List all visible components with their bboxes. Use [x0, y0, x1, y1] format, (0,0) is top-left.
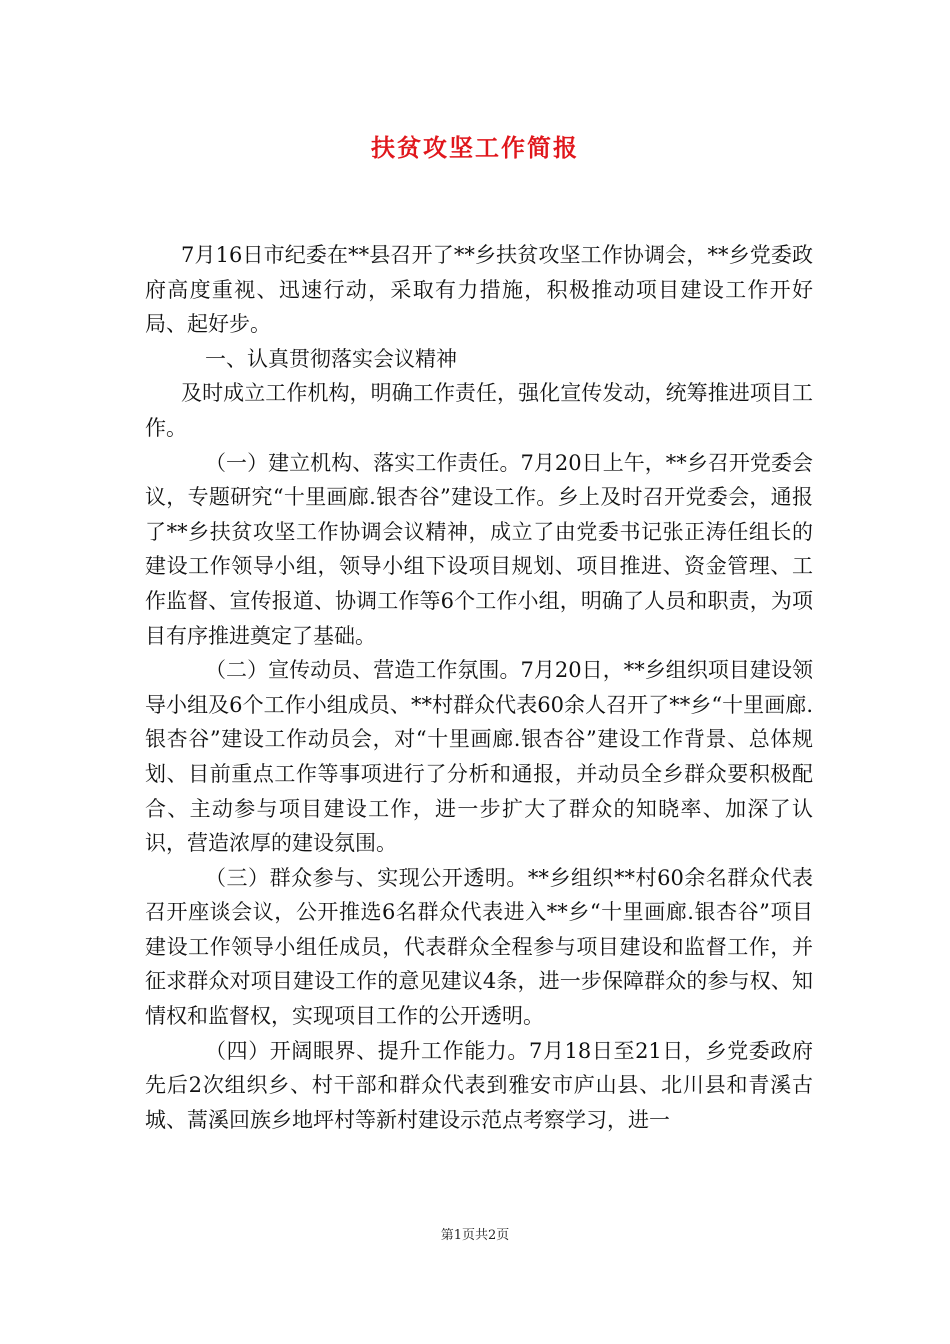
section-heading: 一、认真贯彻落实会议精神 — [205, 346, 457, 371]
document-title: 扶贫攻坚工作简报 — [371, 133, 579, 162]
item-four-paragraph: （四）开阔眼界、提升工作能力。7月18日至21日，乡党委政府先后2次组织乡、村干部和群众代表到雅安市庐山县、北川县和青溪古城、蒿溪回族乡地坪村等新村建设示范点考察学习，进一 — [145, 1038, 813, 1132]
section-summary-paragraph: 及时成立工作机构，明确工作责任，强化宣传发动，统筹推进项目工作。 — [145, 381, 813, 440]
item-three-paragraph: （三）群众参与、实现公开透明。**乡组织**村60余名群众代表召开座谈会议，公开推选6名群众代表进入**乡“十里画廊.银杏谷”项目建设工作领导小组任成员，代表群众全程参与项目建设和监督工作，并征求群众对项目建设工作的意见建议4条，进一步保障群众的参与权、知情权和监督权，实现项目工作的公开透明。 — [145, 865, 813, 1029]
intro-paragraph: 7月16日市纪委在**县召开了**乡扶贫攻坚工作协调会，**乡党委政府高度重视、迅速行动，采取有力措施，积极推动项目建设工作开好局、起好步。 — [145, 243, 813, 337]
page-number-footer: 第1页共2页 — [440, 1228, 510, 1243]
item-one-paragraph: （一）建立机构、落实工作责任。7月20日上午，**乡召开党委会议，专题研究“十里画廊.银杏谷”建设工作。乡上及时召开党委会，通报了**乡扶贫攻坚工作协调会议精神，成立了由党委书记张正涛任组长的建设工作领导小组，领导小组下设项目规划、项目推进、资金管理、工作监督、宣传报道、协调工作等6个工作小组，明确了人员和职责，为项目有序推进奠定了基础。 — [145, 450, 813, 648]
item-two-paragraph: （二）宣传动员、营造工作氛围。7月20日，**乡组织项目建设领导小组及6个工作小组成员、**村群众代表60余人召开了**乡“十里画廊.银杏谷”建设工作动员会，对“十里画廊.银杏谷”建设工作背景、总体规划、目前重点工作等事项进行了分析和通报，并动员全乡群众要积极配合、主动参与项目建设工作，进一步扩大了群众的知晓率、加深了认识，营造浓厚的建设氛围。 — [145, 658, 813, 856]
document-body — [145, 238, 813, 1137]
